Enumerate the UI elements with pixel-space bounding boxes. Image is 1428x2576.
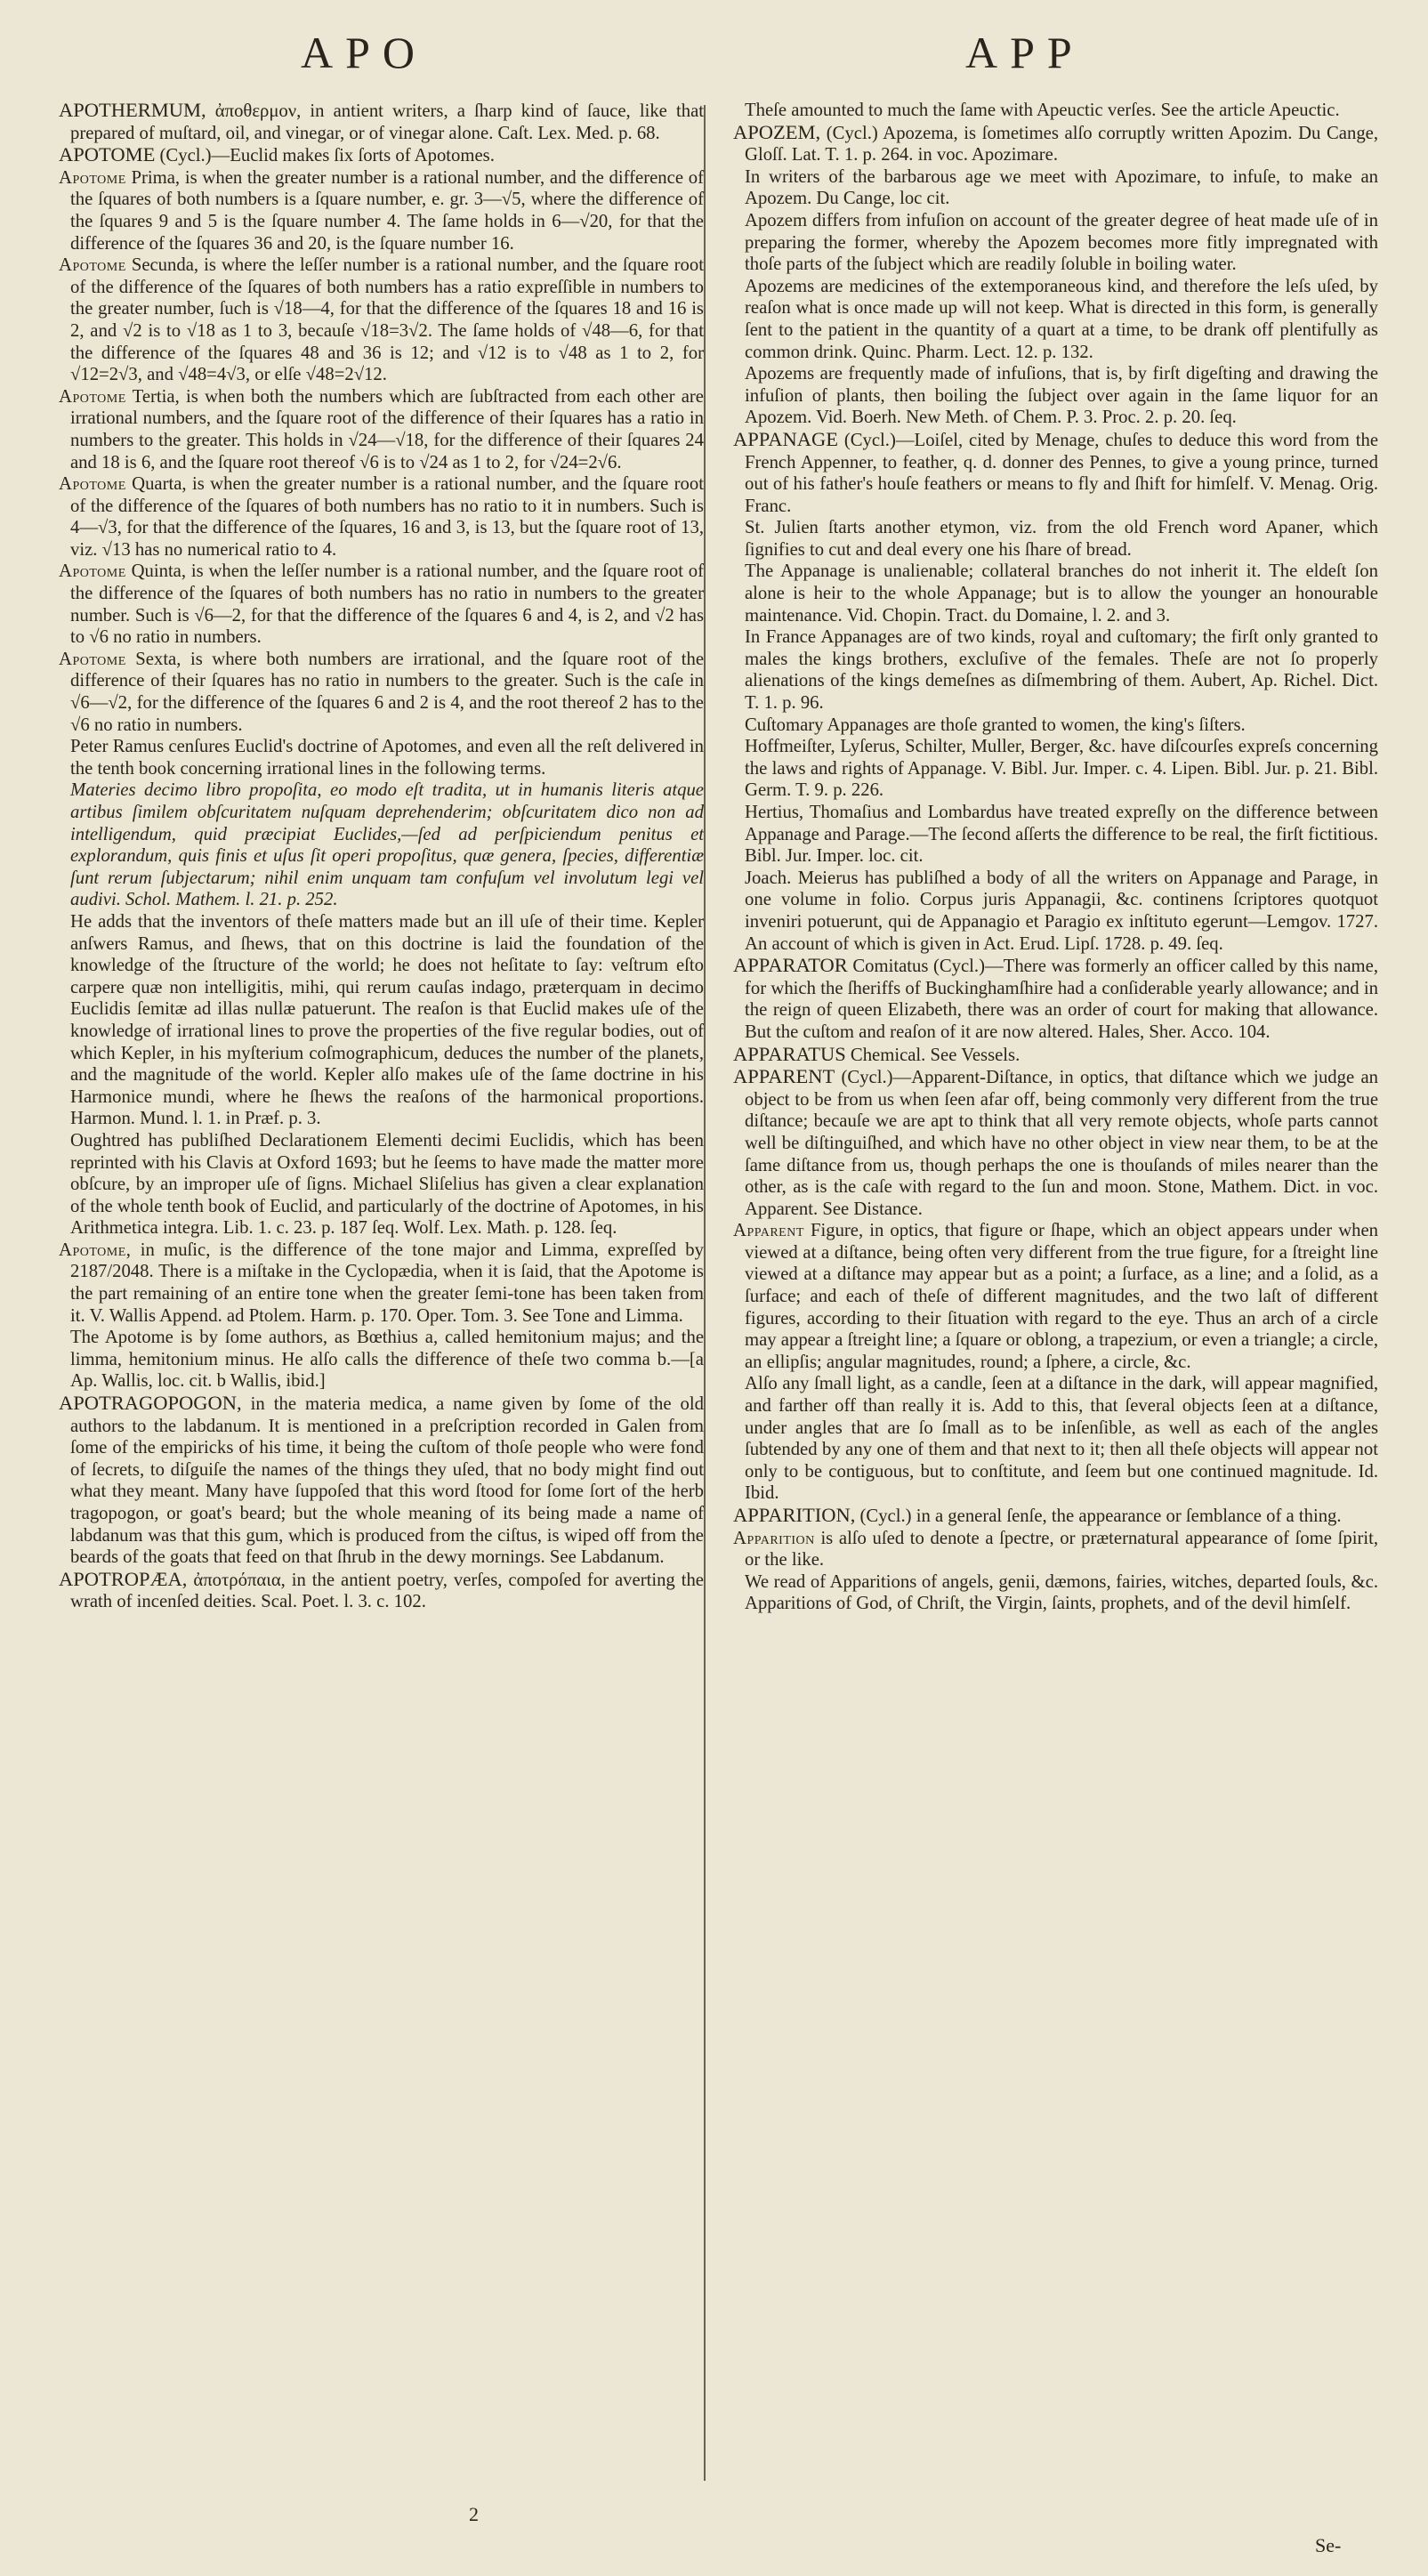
dictionary-entry	[59, 100, 704, 144]
entry-text: Hertius, Thomaſius and Lombardus have treated expreſly on the difference between Appanage and Parage.—The ſecond aſſerts the difference to be real, the firſt fictitious. Bibl. Jur. Imper. loc. cit.	[745, 803, 1378, 867]
dictionary-entry	[733, 122, 1378, 166]
entry-text: ἀποθερμον, in antient writers, a ſharp kind of ſauce, like that prepared of muſtard, oil, and vinegar, or of vinegar alone. Caſt. Lex. Med. p. 68.	[70, 101, 704, 143]
dictionary-entry	[59, 1393, 704, 1569]
entry-paragraph	[733, 276, 1378, 363]
entry-text: Oughtred has publiſhed Declarationem Elementi decimi Euclidis, which has been reprinted with his Clavis at Oxford 1693; but he ſeems to have made the matter more obſcure, by an improper uſe of ſigns. Michael Sliſelius has given a clear explanation of the whole tenth book of Euclid, and particularly of the doctrine of Apotomes, in his Arithmetica integra. Lib. 1. c. 23. p. 187 ſeq. Wolf. Lex. Math. p. 128. ſeq.	[70, 1130, 704, 1239]
headword: Apparition	[733, 1528, 815, 1548]
running-head-right: APP	[965, 28, 1085, 77]
entry-paragraph	[733, 210, 1378, 276]
entry-text: ἀποτρόπαια, in the antient poetry, verſes, compoſed for averting the wrath of incenſed deities. Scal. Poet. l. 3. c. 102.	[70, 1570, 704, 1612]
dictionary-entry	[59, 254, 704, 386]
entry-text: (Cycl.) Apozema, is ſometimes alſo corruptly written Apozim. Du Cange, Gloſſ. Lat. T. 1. p. 264. in voc. Apozimare.	[745, 123, 1379, 166]
entry-text: Theſe amounted to much the ſame with Apeuctic verſes. See the article Apeuctic.	[745, 101, 1340, 120]
headword: Apotome	[59, 561, 126, 582]
dictionary-entry	[733, 1044, 1378, 1067]
entry-text: He adds that the inventors of theſe matters made but an ill uſe of their time. Kepler anſwers Ramus, and ſhews, that on this doctrine is laid the foundation of the knowledge of the ſtructure of the world; he does not heſitate to ſay: veſtrum eſto carpere quæ non intelligitis, mihi, qui rerum cauſas indago, præterquam in decimo Euclidis ſemitæ ad illas nullæ patuerunt. The reaſon is that Euclid makes uſe of the knowledge of irrational lines to prove the properties of the five regular bodies, out of which Kepler, in his myſterium coſmographicum, deduces the number of the planets, and the magnitude of the world. Kepler alſo makes uſe of the ſame doctrine in his Harmonice mundi, where he ſhews the reaſons of the harmonical proportions. Harmon. Mund. l. 1. in Præf. p. 3.	[70, 911, 704, 1129]
entry-text: Secunda, is where the leſſer number is a rational number, and the ſquare root of the difference of the ſquares of both numbers has a ratio expreſſible in numbers to the greater number, ſuch is √18—4, for that the difference of the ſquares 18 and 16 is 2, and √2 is to √18 as 1 to 3, becauſe √18=3√2. The ſame holds of √48—6, for that the difference of the ſquares 48 and 36 is 12; and √12 is to √48 as 1 to 2, for √12=2√3, and √48=4√3, or elſe √48=2√12.	[70, 255, 704, 385]
entry-text: St. Julien ſtarts another etymon, viz. from the old French word Apaner, which ſignifies to cut and deal every one his ſhare of bread.	[745, 518, 1378, 560]
entry-text: Cuſtomary Appanages are thoſe granted to women, the king's ſiſters.	[745, 715, 1246, 735]
headword: APOTROPÆA,	[59, 1567, 188, 1590]
headword: APPARITION,	[733, 1504, 856, 1526]
entry-text: Apozem differs from infuſion on account of the greater degree of heat made uſe of in preparing the former, whereby the Apozem becomes more fitly impregnated with thoſe parts of the ſubject which are readily ſoluble in boiling water.	[745, 210, 1378, 275]
dictionary-entry	[733, 1528, 1378, 1571]
dictionary-entry	[59, 1240, 704, 1327]
entry-text: Figure, in optics, that figure or ſhape, which an object appears under when viewed at a diſtance, being often very different from the true figure, for a ſtreight line viewed at a diſtance may appear but as a point; a ſurface, as a line; and a ſolid, as a ſurface; and each of theſe of different magnitudes, and the two laſt of different figures, according to their ſituation with regard to the eye. Thus an arch of a circle may appear a ſtreight line; a ſquare or oblong, a trapezium, or even a triangle; a circle, an ellipſis; angular magnitudes, round; a ſphere, a circle, &c.	[745, 1221, 1379, 1372]
headword: APPARATUS	[733, 1042, 846, 1065]
headword: Apotome,	[59, 1240, 132, 1260]
dictionary-entry	[733, 1505, 1378, 1528]
entry-paragraph	[733, 1373, 1378, 1505]
dictionary-entry	[59, 386, 704, 473]
entry-text: Comitatus (Cycl.)—There was formerly an officer called by this name, for which the ſheriffs of Buckinghamſhire had a conſiderable yearly allowance; and in the reign of queen Elizabeth, there was an order of court for making that allowance. But the cuſtom and reaſon of it are now altered. Hales, Sher. Acco. 104.	[745, 957, 1378, 1042]
headword: Apotome	[59, 474, 126, 495]
entry-paragraph	[59, 1130, 704, 1240]
entry-paragraph	[733, 517, 1378, 561]
entry-text: Quarta, is when the greater number is a rational number, and the ſquare root of the difference of the ſquares of both numbers has no ratio to it in numbers. Such is 4—√3, for that the difference of the ſquares, 16 and 3, is 13, but the ſquare root of 13, viz. √13 has no numerical ratio to 4.	[70, 474, 704, 560]
entry-text: Tertia, is when both the numbers which are ſubſtracted from each other are irrational numbers, and the ſquare root of the difference of their ſquares has a ratio in numbers to the greater. This holds in √24—√18, for the difference of their ſquares 24 and 18 is 6, and the ſquare root thereof √6 is to √24 as 1 to 2, for √24=2√6.	[70, 386, 704, 472]
headword: APPANAGE	[733, 427, 838, 450]
entry-text: Joach. Meierus has publiſhed a body of all the writers on Appanage and Parage, in one volume in folio. Corpus juris Appanagii, &c. continens ſcriptores quotquot inveniri potuerunt, qui de Appanagio et Paragio ex inſtituto egerunt—Lemgov. 1727. An account of which is given in Act. Erud. Lipſ. 1728. p. 49. ſeq.	[745, 868, 1378, 954]
entry-paragraph	[733, 802, 1378, 868]
dictionary-entry	[59, 649, 704, 736]
entry-text: The Apotome is by ſome authors, as Bœthius a, called hemitonium majus; and the limma, hemitonium minus. He alſo calls the difference of theſe two comma b.—[a Ap. Wallis, loc. cit. b Wallis, ibid.]	[70, 1328, 704, 1392]
entry-text: In writers of the barbarous age we meet with Apozimare, to infuſe, to make an Apozem. Du Cange, loc cit.	[745, 166, 1378, 209]
entry-text: Alſo any ſmall light, as a candle, ſeen at a diſtance in the dark, will appear magnified, and farther off than really it is. Add to this, that ſeveral objects ſeen at a diſtance, under angles that are ſo ſmall as to be inſenſible, as well as each of the angles ſubtended by any one of them and that next to it; then all theſe objects will appear not only to be contiguous, but to conſtitute, and ſeem but one continued magnitude. Id. Ibid.	[745, 1374, 1378, 1504]
entry-paragraph	[733, 166, 1378, 210]
headword: Apotome	[59, 386, 126, 407]
headword: Apotome	[59, 255, 126, 276]
entry-text: (Cycl.)—Euclid makes ſix ſorts of Apotomes.	[159, 146, 495, 166]
entry-text: Apozems are frequently made of infuſions, that is, by firſt digeſting and drawing the infuſion of plants, then boiling the ſubject over again in the ſame liquor for an Apozem. Vid. Boerh. New Meth. of Chem. P. 3. Proc. 2. p. 20. ſeq.	[745, 364, 1378, 428]
dictionary-entry	[733, 1066, 1378, 1220]
entry-text: Prima, is when the greater number is a rational number, and the difference of the ſquares of both numbers is a ſquare number, e. gr. 3—√5, where the difference of the ſquares 9 and 5 is the ſquare number 4. The ſame holds in 6—√20, for that the difference of the ſquares 36 and 20, is the ſquare number 16.	[70, 167, 704, 254]
headword: APOTOME	[59, 143, 156, 166]
entry-text: In France Appanages are of two kinds, royal and cuſtomary; the firſt only granted to males the kings brothers, excluſive of the females. Theſe are not ſo properly alienations of the kings demeſnes as diſmembring of them. Aubert, Ap. Richel. Dict. T. 1. p. 96.	[745, 627, 1378, 714]
entry-paragraph	[59, 1327, 704, 1393]
entry-text: (Cycl.)—Apparent-Diſtance, in optics, that diſtance which we judge an object to be from us when ſeen afar off, being commonly very different from the true diſtance; becauſe we are apt to think that all very remote objects, whoſe parts cannot well be diſtinguiſhed, and which have no other object in view near them, to be at the ſame diſtance from us, though perhaps the one is thouſands of miles nearer than the other, as is the caſe with regard to the ſun and moon. Stone, Mathem. Dict. in voc. Apparent. See Distance.	[745, 1068, 1378, 1219]
entry-paragraph	[733, 715, 1378, 737]
entry-text: Sexta, is where both numbers are irrational, and the ſquare root of the difference of their ſquares has no ratio in numbers to the greater. Such is the caſe in √6—√2, for the difference of the ſquares 6 and 2 is 4, and the root thereof 2 has to the √6 no ratio in numbers.	[70, 649, 704, 735]
headword: APPARATOR	[733, 954, 848, 977]
dictionary-entry	[59, 144, 704, 167]
headword: APOTHERMUM,	[59, 99, 206, 121]
entry-text: Quinta, is when the leſſer number is a rational number, and the ſquare root of the difference of the ſquares of both numbers has no ratio in numbers to the greater number. Such is √6—2, for that the difference of the ſquares 6 and 4, is 2, and √2 has to √6 no ratio in numbers.	[70, 561, 705, 648]
headword: APPARENT	[733, 1065, 835, 1088]
headword: APOTRAGOPOGON,	[59, 1392, 242, 1415]
entry-text: We read of Apparitions of angels, genii, dæmons, fairies, witches, departed ſouls, &c. Apparitions of God, of Chriſt, the Virgin, ſaints, prophets, and of the devil himſelf.	[745, 1571, 1378, 1614]
entry-text: Peter Ramus cenſures Euclid's doctrine of Apotomes, and even all the reſt delivered in the tenth book concerning irrational lines in the following terms.	[70, 737, 704, 779]
entry-paragraph	[59, 779, 704, 911]
folio-number: 2	[469, 2503, 479, 2525]
dictionary-entry	[59, 561, 704, 648]
headword: APOZEM,	[733, 120, 821, 143]
entry-paragraph	[733, 626, 1378, 714]
headword: Apotome	[59, 167, 126, 188]
entry-text: Apozems are medicines of the extemporaneous kind, and therefore the leſs uſed, by reaſon what is once made up will not keep. What is directed in this form, is generally ſent to the patient in the quantity of a quart at a time, to be drank off plentifully as common drink. Quinc. Pharm. Lect. 12. p. 132.	[745, 276, 1378, 362]
entry-text: Chemical. See Vessels.	[850, 1045, 1021, 1065]
headword: Apotome	[59, 649, 126, 669]
left-column	[59, 100, 704, 1613]
entry-text: Materies decimo libro propoſita, eo modo eſt tradita, ut in humanis literis atque artibus ſimilem obſcuritatem nuſquam deprehenderim; obſcuritatem dico non ad intelligendum, quid præcipiat Euclides,—ſed ad perſpiciendum penitus et explorandum, quis finis et uſus ſit operi propoſitus, quæ genera, ſpecies, differentiæ ſunt rerum ſubjectarum; nihil enim unquam tam confuſum vel involutum legi vel audivi. Schol. Mathem. l. 21. p. 252.	[70, 780, 704, 910]
entry-text: in the materia medica, a name given by ſome of the old authors to the labdanum. It is mentioned in a preſcription recorded in Galen from ſome of the empiricks of his time, it being the cuſtom of thoſe people who were fond of ſecrets, to diſguiſe the names of the things they uſed, that no body might find out what they meant. Many have ſuppoſed that this word ſtood for ſome ſort of the herb tragopogon, or goat's beard; but the whole meaning of its being made a name of labdanum was that this gum, which is produced from the ciſtus, is wiped off from the beards of the goats that feed on that ſhrub in the dewy mornings. See Labdanum.	[70, 1394, 704, 1568]
entry-paragraph	[733, 363, 1378, 429]
entry-paragraph	[733, 1571, 1378, 1615]
catchword: Se-	[1315, 2534, 1342, 2556]
entry-text: (Cycl.)—Loiſel, cited by Menage, chuſes to deduce this word from the French Appenner, to feather, q. d. donner des Pennes, to give a young prince, turned out of his father's houſe feathers or means to fly and ſhift for himſelf. V. Menag. Orig. Franc.	[745, 430, 1379, 516]
dictionary-entry	[59, 473, 704, 561]
entry-paragraph	[733, 561, 1378, 626]
entry-text: Hoffmeiſter, Lyſerus, Schilter, Muller, Berger, &c. have diſcourſes expreſs concerning the laws and rights of Appanage. V. Bibl. Jur. Imper. c. 4. Lipen. Bibl. Jur. p. 21. Bibl. Germ. T. 9. p. 226.	[745, 737, 1378, 801]
column-rule	[704, 105, 706, 2481]
dictionary-entry	[59, 1569, 704, 1613]
running-head-left: APO	[301, 28, 428, 77]
entry-paragraph	[733, 736, 1378, 802]
entry-text: is alſo uſed to denote a ſpectre, or præternatural appearance of ſome ſpirit, or the like.	[745, 1528, 1379, 1571]
entry-paragraph	[733, 868, 1378, 955]
entry-text: (Cycl.) in a general ſenſe, the appearance or ſemblance of a thing.	[859, 1506, 1342, 1526]
dictionary-entry	[733, 955, 1378, 1043]
headword: Apparent	[733, 1221, 804, 1241]
dictionary-entry	[733, 1220, 1378, 1373]
entry-paragraph	[59, 911, 704, 1130]
entry-text: The Appanage is unalienable; collateral branches do not inherit it. The eldeſt ſon alone is heir to the whole Appanage; but is to allow the younger an honourable maintenance. Vid. Chopin. Tract. du Domaine, l. 2. and 3.	[745, 561, 1378, 626]
entry-text: in muſic, is the difference of the tone major and Limma, expreſſed by 2187/2048. There is a miſtake in the Cyclopædia, when it is ſaid, that the Apotome is the part remaining of an entire tone when the greater ſemi-tone has been taken from it. V. Wallis Append. ad Ptolem. Harm. p. 170. Oper. Tom. 3. See Tone and Limma.	[70, 1240, 704, 1326]
entry-paragraph	[733, 100, 1378, 122]
dictionary-entry	[733, 429, 1378, 517]
dictionary-entry	[59, 167, 704, 254]
right-column	[733, 100, 1378, 1615]
entry-paragraph	[59, 736, 704, 779]
